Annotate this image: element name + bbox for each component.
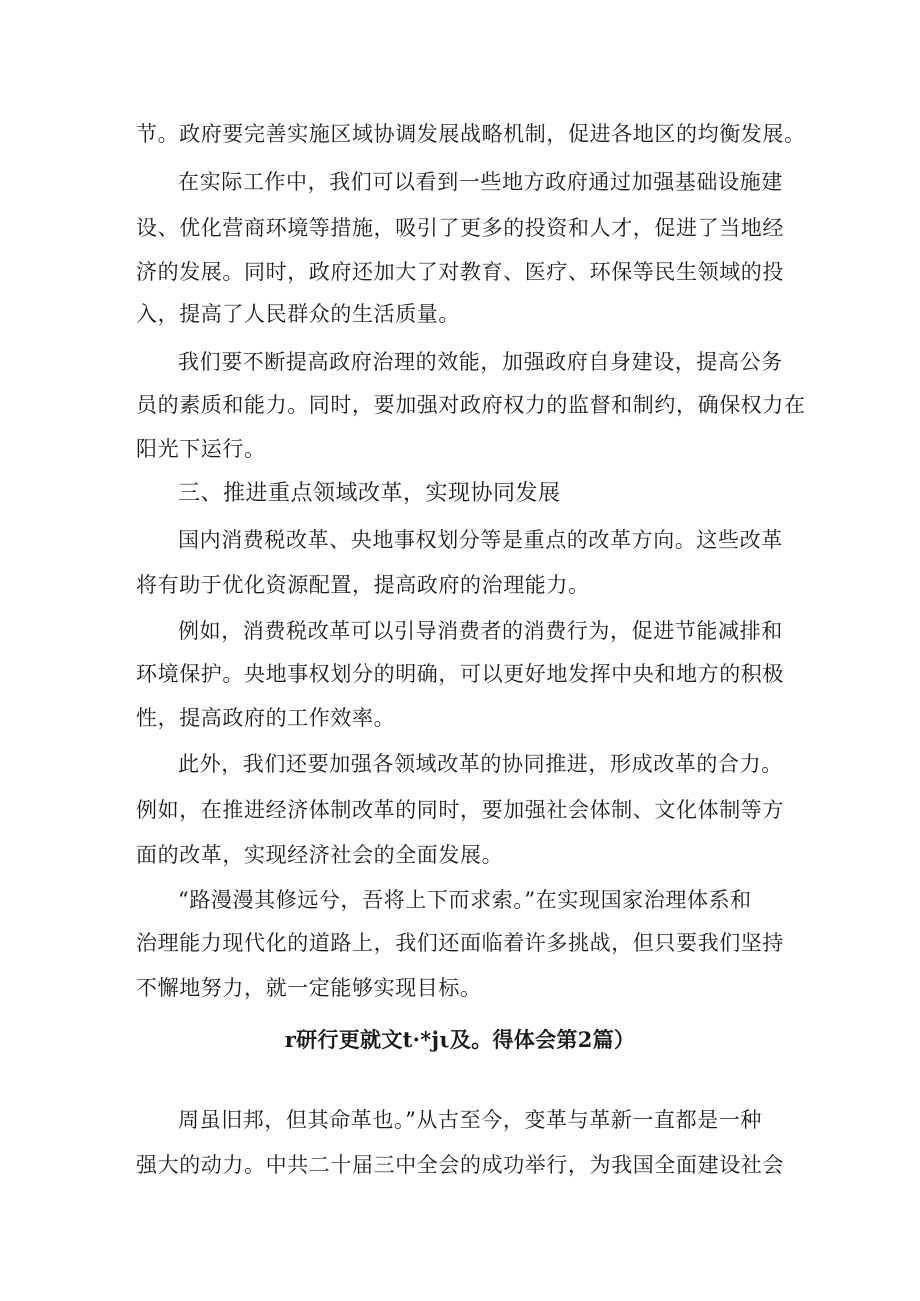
- paragraph-line: 济的发展。同时，政府还加大了对教育、医疗、环保等民生领域的投: [136, 260, 784, 284]
- paragraph-line: 例如，消费税改革可以引导消费者的消费行为，促进节能减排和: [178, 619, 783, 643]
- paragraph-line: 国内消费税改革、央地事权划分等是重点的改革方向。这些改革: [178, 528, 783, 552]
- paragraph-line: 在实际工作中，我们可以看到一些地方政府通过加强基础设施建: [178, 170, 783, 194]
- paragraph-line: 此外，我们还要加强各领域改革的协同推进，形成改革的合力。: [178, 752, 783, 776]
- paragraph-line: 设、优化营商环境等措施，吸引了更多的投资和人才，促进了当地经: [136, 216, 784, 240]
- paragraph-line: 不懈地努力，就一定能够实现目标。: [136, 976, 482, 1000]
- paragraph-line: 性，提高政府的工作效率。: [136, 706, 396, 730]
- section-heading: 三、推进重点领域改革，实现协同发展: [178, 481, 561, 506]
- paragraph-line: 将有助于优化资源配置，提高政府的治理能力。: [136, 573, 590, 597]
- paragraph-line: 阳光下运行。: [136, 437, 266, 461]
- paragraph-line: 面的改革，实现经济社会的全面发展。: [136, 843, 504, 867]
- paragraph-line: 周虽旧邦，但其命革也。”从古至今，变革与革新一直都是一种: [178, 1108, 763, 1132]
- article-subtitle: r研行更就文t·*jι及。得体会第2篇）: [284, 1027, 636, 1052]
- paragraph-line: 员的素质和能力。同时，要加强对政府权力的监督和制约，确保权力在: [136, 393, 806, 417]
- paragraph-line: 入，提高了人民群众的生活质量。: [136, 302, 460, 326]
- paragraph-line: 我们要不断提高政府治理的效能，加强政府自身建设，提高公务: [178, 350, 783, 374]
- paragraph-line: 例如，在推进经济体制改革的同时，要加强社会体制、文化体制等方: [136, 798, 784, 822]
- paragraph-line: 环境保护。央地事权划分的明确，可以更好地发挥中央和地方的积极: [136, 662, 784, 686]
- paragraph-line: “路漫漫其修远兮，吾将上下而求索。”在实现国家治理体系和: [178, 888, 752, 912]
- paragraph-line: 节。政府要完善实施区域协调发展战略机制，促进各地区的均衡发展。: [136, 122, 806, 146]
- paragraph-line: 强大的动力。中共二十届三中全会的成功举行，为我国全面建设社会: [136, 1153, 784, 1177]
- paragraph-line: 治理能力现代化的道路上，我们还面临着许多挑战，但只要我们坚持: [136, 931, 784, 955]
